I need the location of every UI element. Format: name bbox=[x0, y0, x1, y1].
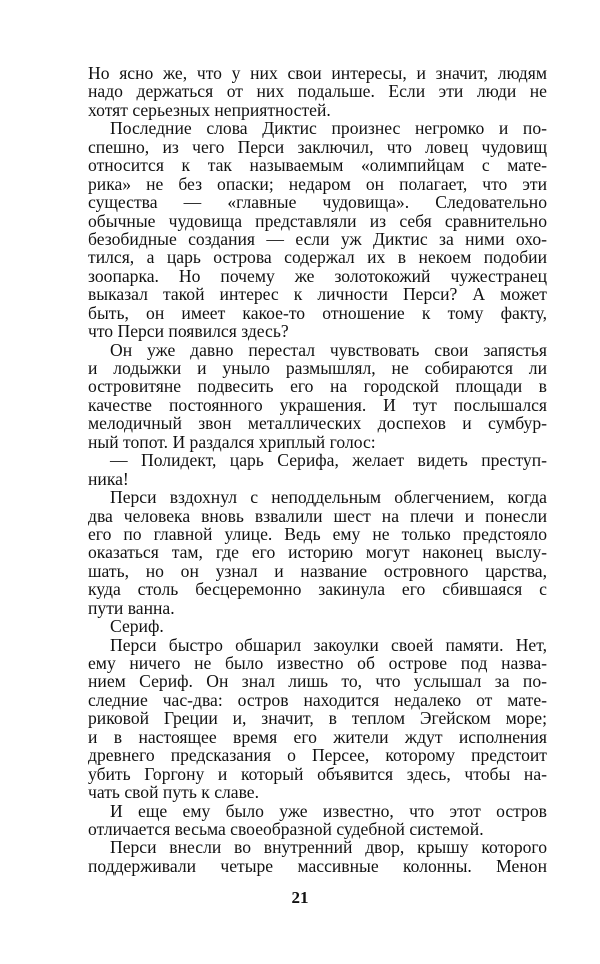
text-line: поддерживали четыре массивные колонны. Менон bbox=[88, 855, 547, 876]
text-line: чать свой путь к славе. bbox=[88, 782, 259, 803]
text-line: шать, но он узнал и название островного царства, bbox=[88, 560, 547, 581]
text-line: хотят серьезных неприятностей. bbox=[88, 99, 331, 120]
text-line: и лодыжки и уныло размышлял, не собираются ли bbox=[88, 358, 547, 378]
text-line: древнего предсказания о Персее, которому предстоит bbox=[88, 745, 547, 766]
text-line: Сериф. bbox=[110, 616, 164, 637]
text-line: относится к так называемым «олимпийцам с мате- bbox=[88, 155, 547, 176]
text-line: и в настоящее время его жители ждут исполнения bbox=[88, 726, 547, 747]
text-line: Перси внесли во внутренний двор, крышу которого bbox=[110, 837, 547, 858]
text-line: качестве постоянного украшения. И тут послышался bbox=[88, 394, 547, 415]
text-line: оказаться там, где его историю могут наконец выслу- bbox=[88, 542, 547, 563]
text-line: безобидные создания — если уж Диктис за ними охо- bbox=[88, 228, 547, 249]
text-line: Последние слова Диктис произнес негромко и по- bbox=[110, 118, 547, 139]
text-line: убить Горгону и который объявится здесь, чтобы на- bbox=[88, 763, 547, 784]
text-line: пути ванна. bbox=[88, 597, 175, 618]
text-line: Перси вздохнул с неподдельным облегчением, когда bbox=[110, 487, 547, 508]
text-line: островитяне подвесить его на городской площади в bbox=[88, 376, 547, 397]
text-line: мелодичный звон металлических доспехов и сумбур- bbox=[88, 413, 547, 434]
text-line: ему ничего не было известно об острове под назва- bbox=[88, 653, 547, 673]
page-text-body bbox=[88, 64, 547, 875]
text-line: ника! bbox=[88, 468, 129, 489]
text-line: риковой Греции и, значит, в теплом Эгейском море; bbox=[88, 708, 547, 729]
text-line: Он уже давно перестал чувствовать свои запястья bbox=[110, 339, 547, 360]
text-line: существа — «главные чудовища». Следовательно bbox=[88, 192, 547, 213]
text-line: отличается весьма своеобразной судебной системой. bbox=[88, 818, 484, 839]
text-line: его по главной улице. Ведь ему не только предстояло bbox=[88, 523, 547, 544]
text-line: спешно, из чего Перси заключил, что ловец чудовищ bbox=[88, 136, 547, 157]
text-line: И еще ему было уже известно, что этот остров bbox=[110, 800, 547, 821]
text-line: ный топот. И раздался хриплый голос: bbox=[88, 431, 376, 452]
text-line: рика» не без опаски; недаром он полагает, что эти bbox=[88, 173, 547, 194]
text-line: зоопарка. Но почему же золотокожий чужестранец bbox=[88, 265, 547, 286]
text-line: выказал такой интерес к личности Перси? А может bbox=[88, 284, 547, 305]
page-number: 21 bbox=[291, 888, 309, 907]
text-line: следние час-два: остров находится недалеко от мате- bbox=[88, 689, 547, 710]
text-line: — Полидект, царь Серифа, желает видеть преступ- bbox=[110, 450, 547, 471]
text-line: тился, а царь острова содержал их в некоем подобии bbox=[88, 247, 547, 268]
text-line: Но ясно же, что у них свои интересы, и значит, людям bbox=[88, 63, 547, 83]
text-line: куда столь бесцеремонно закинула его сбившаяся с bbox=[88, 579, 547, 600]
text-line: нием Сериф. Он знал лишь то, что услышал за по- bbox=[88, 671, 547, 692]
text-line: Перси быстро обшарил закоулки своей памяти. Нет, bbox=[110, 634, 547, 655]
text-line: надо держаться от них подальше. Если эти люди не bbox=[88, 81, 547, 102]
text-line: быть, он имеет какое-то отношение к тому факту, bbox=[88, 302, 547, 323]
text-line: два человека вновь взвалили шест на плечи и понесли bbox=[88, 505, 547, 526]
text-line: что Перси появился здесь? bbox=[88, 321, 289, 342]
text-line: обычные чудовища представляли из себя сравнительно bbox=[88, 210, 547, 231]
